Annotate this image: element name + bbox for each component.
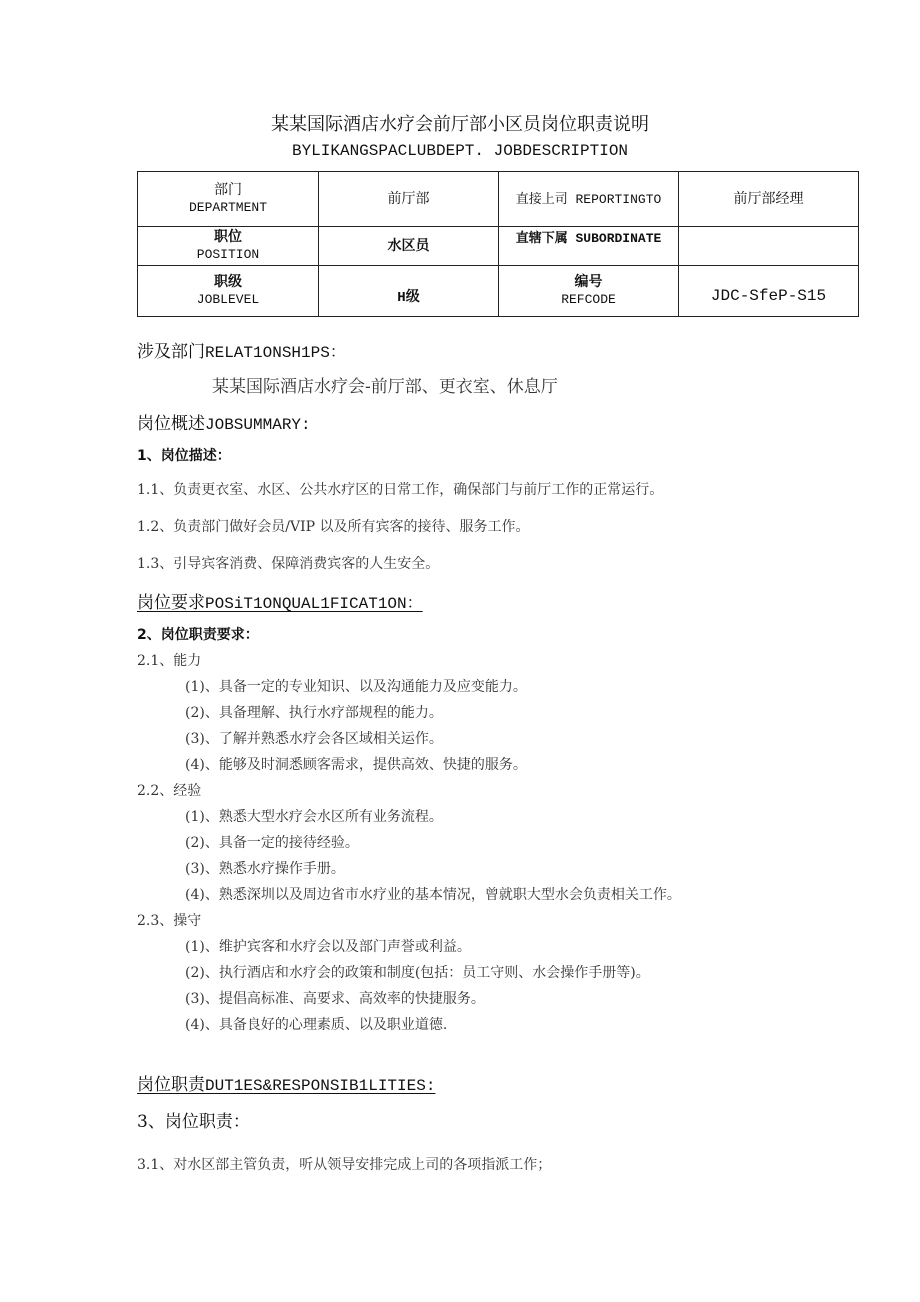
- ability-title: 2.1、能力: [137, 653, 202, 669]
- department-label-cell: [138, 172, 319, 227]
- summary-item: 1.1、负责更衣室、水区、公共水疗区的日常工作，确保部门与前厅工作的正常运行。: [137, 482, 664, 498]
- qualification-heading: 岗位要求POSiT1ONQUAL1FICAT1ON：: [137, 593, 423, 613]
- refcode-label-cn: 编号: [574, 274, 603, 290]
- document-title-en: BYLIKANGSPACLUBDEPT. JOBDESCRIPTION: [291, 142, 629, 160]
- experience-item: (1)、熟悉大型水疗会水区所有业务流程。: [185, 809, 443, 825]
- ability-item: (1)、具备一定的专业知识、以及沟通能力及应变能力。: [185, 679, 527, 695]
- table-row: [138, 266, 859, 317]
- refcode-label-en: REFCODE: [561, 292, 616, 307]
- subordinate-value: [679, 227, 859, 266]
- ability-item: (4)、能够及时洞悉顾客需求，提供高效、快捷的服务。: [185, 757, 527, 773]
- reporting-value: 前厅部经理: [679, 172, 859, 227]
- department-value: 前厅部: [319, 172, 499, 227]
- experience-item: (2)、具备一定的接待经验。: [185, 835, 359, 851]
- document-title-cn: 某某国际酒店水疗会前厅部小区员岗位职责说明: [271, 114, 649, 135]
- refcode-value: JDC-SfeP-S15: [679, 266, 859, 317]
- relationships-heading: 涉及部门RELAT1ONSH1PS：: [137, 342, 346, 362]
- level-label-cn: 职级: [214, 274, 242, 290]
- conduct-title: 2.3、操守: [137, 913, 202, 929]
- position-label-en: POSITION: [196, 247, 260, 262]
- table-row: [138, 172, 859, 227]
- duties-heading: 岗位职责DUT1ES&RESPONSIB1LITIES:: [137, 1075, 436, 1095]
- summary-item: 1.3、引导宾客消费、保障消费宾客的人生安全。: [137, 556, 440, 572]
- subordinate-label: 直辖下属 SUBORDINATE: [499, 227, 679, 266]
- position-label-cell: [138, 227, 319, 266]
- conduct-item: (2)、执行酒店和水疗会的政策和制度(包括：员工守则、水会操作手册等)。: [185, 965, 650, 981]
- level-value: H级: [319, 266, 499, 317]
- job-description-subheading: 1、岗位描述：: [137, 448, 231, 464]
- job-summary-heading: 岗位概述JOBSUMMARY:: [137, 414, 311, 434]
- duty-item: 3.1、对水区部主管负责，听从领导安排完成上司的各项指派工作；: [137, 1157, 552, 1173]
- experience-title: 2.2、经验: [137, 783, 202, 799]
- reporting-label: 直接上司 REPORTINGTO: [499, 172, 679, 227]
- conduct-item: (1)、维护宾客和水疗会以及部门声誉或利益。: [185, 939, 471, 955]
- conduct-item: (4)、具备良好的心理素质、以及职业道德.: [185, 1017, 448, 1033]
- summary-item: 1.2、负责部门做好会员/VIP 以及所有宾客的接待、服务工作。: [137, 519, 530, 535]
- job-info-table: [137, 171, 859, 317]
- department-label-cn: 部门: [214, 182, 242, 198]
- level-label-cell: [138, 266, 319, 317]
- ability-item: (2)、具备理解、执行水疗部规程的能力。: [185, 705, 443, 721]
- relationships-text: 某某国际酒店水疗会-前厅部、更衣室、休息厅: [212, 377, 558, 397]
- experience-item: (4)、熟悉深圳以及周边省市水疗业的基本情况，曾就职大型水会负责相关工作。: [185, 887, 681, 903]
- ability-item: (3)、了解并熟悉水疗会各区域相关运作。: [185, 731, 443, 747]
- qualification-subheading: 2、岗位职责要求：: [137, 627, 259, 643]
- table-row: [138, 227, 859, 266]
- level-label-en: JOBLEVEL: [196, 292, 260, 307]
- conduct-item: (3)、提倡高标准、高要求、高效率的快捷服务。: [185, 991, 485, 1007]
- refcode-label-cell: [499, 266, 679, 317]
- experience-item: (3)、熟悉水疗操作手册。: [185, 861, 345, 877]
- duties-subheading: 3、岗位职责：: [137, 1112, 250, 1132]
- position-value: 水区员: [319, 227, 499, 266]
- position-label-cn: 职位: [214, 229, 242, 245]
- department-label-en: DEPARTMENT: [188, 200, 267, 215]
